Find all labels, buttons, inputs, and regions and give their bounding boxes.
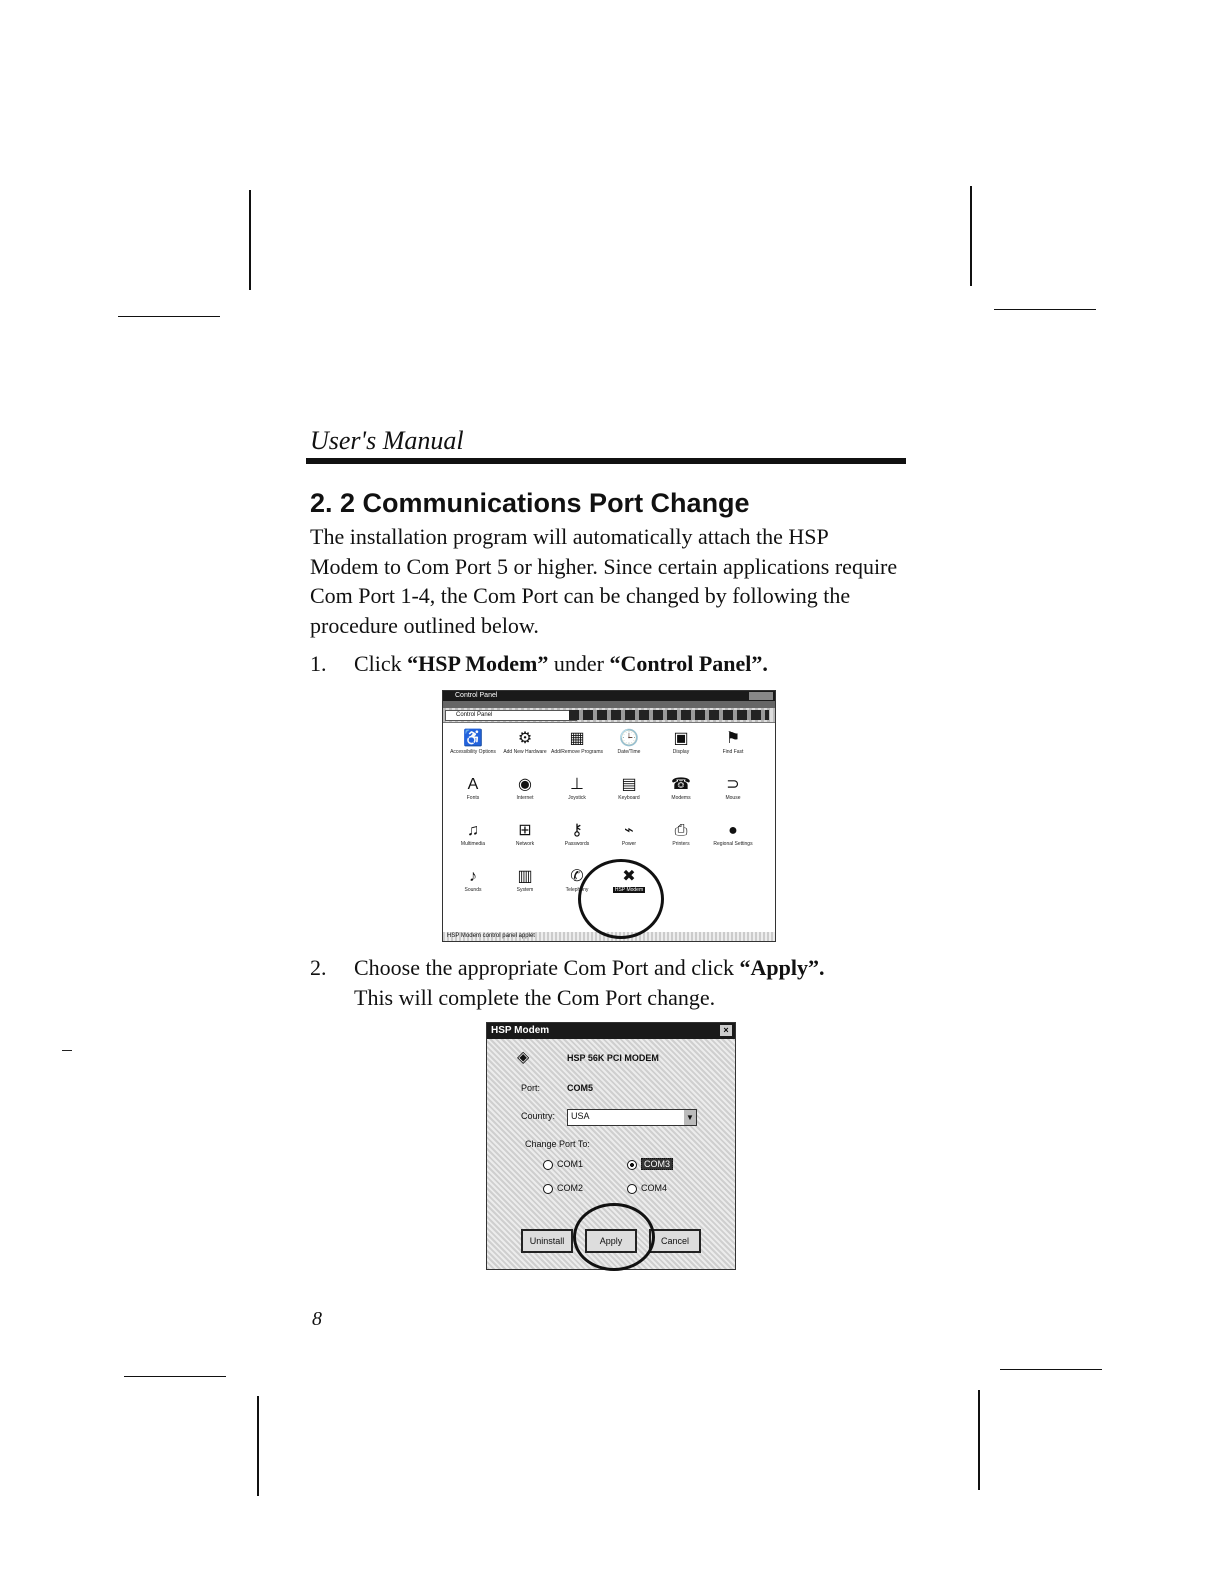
cp-item-fonts[interactable] [447, 775, 499, 801]
sounds-icon: ♪ [469, 868, 477, 885]
device-name: HSP 56K PCI MODEM [567, 1053, 659, 1063]
printers-icon: ⎙ [674, 822, 688, 839]
cp-item-accessibility[interactable] [447, 729, 499, 755]
port-value: COM5 [567, 1083, 594, 1093]
section-heading: 2. 2 Communications Port Change [310, 488, 750, 518]
cp-item-label: Power [621, 841, 637, 847]
crop-mark [994, 309, 1096, 310]
radio-com3[interactable] [627, 1159, 673, 1170]
cp-item-label: Network [515, 841, 535, 847]
cp-item-keyboard[interactable] [603, 775, 655, 801]
running-header: User's Manual [310, 426, 464, 455]
step-text-plain: Choose the appropriate Com Port and click [354, 955, 740, 980]
step-text [354, 649, 768, 679]
cp-item-joystick[interactable] [551, 775, 603, 801]
cp-item-label: Modems [671, 795, 691, 801]
cp-item-label: HSP Modem [614, 887, 644, 893]
display-icon: ▣ [673, 730, 689, 747]
radio-icon [543, 1160, 553, 1170]
hsp-modem-icon: ✖ [622, 868, 636, 885]
section-paragraph: The installation program will automatically attach the HSP Modem to Com Port 5 or higher. Since certain applications require Com Port 1-4, the Com Port can be changed by following the procedure outlined below. [310, 524, 898, 638]
window-controls-icon[interactable] [749, 692, 773, 700]
country-value: USA [571, 1111, 590, 1121]
cancel-button[interactable]: Cancel [649, 1229, 701, 1253]
port-label: Port: [521, 1083, 541, 1093]
cp-item-date-time[interactable] [603, 729, 655, 755]
step-text-plain: Click [354, 651, 408, 676]
chevron-down-icon[interactable]: ▼ [684, 1110, 696, 1125]
cp-item-passwords[interactable] [551, 821, 603, 847]
crop-mark [118, 316, 220, 317]
find-fast-icon: ⚑ [725, 730, 741, 747]
cp-item-label: Passwords [564, 841, 590, 847]
cp-item-modems[interactable] [655, 775, 707, 801]
highlight-circle [573, 1203, 655, 1271]
accessibility-icon: ♿ [463, 730, 483, 747]
cp-item-label: Date/Time [617, 749, 641, 755]
page-number: 8 [312, 1308, 322, 1330]
crop-mark [257, 1396, 259, 1496]
address-bar[interactable]: Control Panel [445, 710, 577, 721]
uninstall-button[interactable]: Uninstall [521, 1229, 573, 1253]
radio-com1[interactable] [543, 1159, 583, 1170]
step-text-line2: This will complete the Com Port change. [354, 985, 716, 1010]
crop-mark [124, 1376, 226, 1377]
power-icon: ⌁ [624, 822, 634, 839]
fonts-icon: A [467, 776, 479, 793]
header-rule [306, 458, 906, 464]
cp-item-label: Add New Hardware [503, 749, 547, 755]
crop-mark [1000, 1369, 1102, 1370]
apply-button[interactable]: Apply [585, 1229, 637, 1253]
keyboard-icon: ▤ [621, 776, 637, 793]
cp-item-label: Fonts [466, 795, 480, 801]
cp-item-label: Accessibility Options [450, 749, 496, 755]
cp-item-add-remove-programs[interactable] [551, 729, 603, 755]
cp-item-label: Sounds [464, 887, 482, 893]
cp-item-regional-settings[interactable] [707, 821, 759, 847]
control-panel-menubar[interactable] [443, 701, 775, 708]
cp-item-find-fast[interactable] [707, 729, 759, 755]
radio-label: COM3 [641, 1158, 673, 1170]
cp-item-network[interactable] [499, 821, 551, 847]
control-panel-titlebar [443, 691, 775, 701]
telephony-icon: ✆ [570, 868, 584, 885]
radio-com2[interactable] [543, 1183, 583, 1194]
cp-item-internet[interactable] [499, 775, 551, 801]
radio-selected-icon [627, 1160, 637, 1170]
add-remove-programs-icon: ▦ [569, 730, 585, 747]
cp-item-printers[interactable] [655, 821, 707, 847]
regional-settings-icon: ● [728, 822, 738, 839]
radio-icon [627, 1184, 637, 1194]
status-bar: HSP Modem control panel applet [443, 932, 775, 941]
cp-item-multimedia[interactable] [447, 821, 499, 847]
cp-item-system[interactable] [499, 867, 551, 893]
country-select[interactable] [567, 1109, 697, 1126]
passwords-icon: ⚷ [571, 822, 583, 839]
system-icon: ▥ [517, 868, 533, 885]
cp-item-label: Telephony [565, 887, 589, 893]
modems-icon: ☎ [671, 776, 691, 793]
cp-item-label: Find Fast [722, 749, 744, 755]
cp-item-label: Mouse [725, 795, 741, 801]
cp-item-label: System [516, 887, 534, 893]
close-icon[interactable]: × [720, 1025, 732, 1036]
cp-item-label: Regional Settings [713, 841, 753, 847]
step-text-plain: under [548, 651, 610, 676]
step-text-bold: “Apply”. [739, 955, 825, 980]
step-number: 1. [310, 651, 327, 676]
step-2 [310, 953, 890, 1015]
scan-speck [62, 1050, 72, 1051]
date-time-icon: 🕒 [619, 730, 639, 747]
cp-item-label: Display [672, 749, 690, 755]
radio-label: COM2 [557, 1183, 584, 1193]
mouse-icon: ⊃ [726, 776, 740, 793]
radio-icon [543, 1184, 553, 1194]
radio-com4[interactable] [627, 1183, 667, 1194]
toolbar-icons[interactable] [569, 710, 769, 720]
highlight-circle [578, 859, 664, 939]
cp-item-mouse[interactable] [707, 775, 759, 801]
cp-item-label: Add/Remove Programs [551, 749, 603, 755]
step-text [354, 953, 825, 983]
cp-item-sounds[interactable] [447, 867, 499, 893]
joystick-icon: ⊥ [570, 776, 584, 793]
step-text-bold: “HSP Modem” [407, 651, 549, 676]
multimedia-icon: ♫ [467, 822, 479, 839]
modem-icon: ◈ [517, 1049, 530, 1066]
crop-mark [970, 186, 972, 286]
crop-mark [249, 190, 251, 290]
step-1 [310, 649, 870, 679]
dialog-title: HSP Modem [491, 1025, 550, 1036]
radio-label: COM1 [557, 1159, 584, 1169]
cp-item-display[interactable] [655, 729, 707, 755]
radio-label: COM4 [641, 1183, 668, 1193]
network-icon: ⊞ [518, 822, 532, 839]
country-label: Country: [521, 1111, 556, 1121]
control-panel-title: Control Panel [455, 692, 498, 699]
cp-item-power[interactable] [603, 821, 655, 847]
cp-item-label: Keyboard [618, 795, 640, 801]
cp-item-label: Internet [516, 795, 534, 801]
cp-item-label: Printers [672, 841, 690, 847]
crop-mark [978, 1390, 980, 1490]
internet-icon: ◉ [518, 776, 532, 793]
cp-item-add-hardware[interactable] [499, 729, 551, 755]
cp-item-label: Joystick [568, 795, 586, 801]
change-port-label: Change Port To: [525, 1139, 590, 1149]
control-panel-toolbar [443, 708, 775, 723]
add-hardware-icon: ⚙ [517, 730, 533, 747]
step-text-bold: “Control Panel”. [609, 651, 768, 676]
cp-item-label: Multimedia [460, 841, 486, 847]
step-number: 2. [310, 955, 327, 980]
dialog-titlebar [487, 1023, 735, 1039]
